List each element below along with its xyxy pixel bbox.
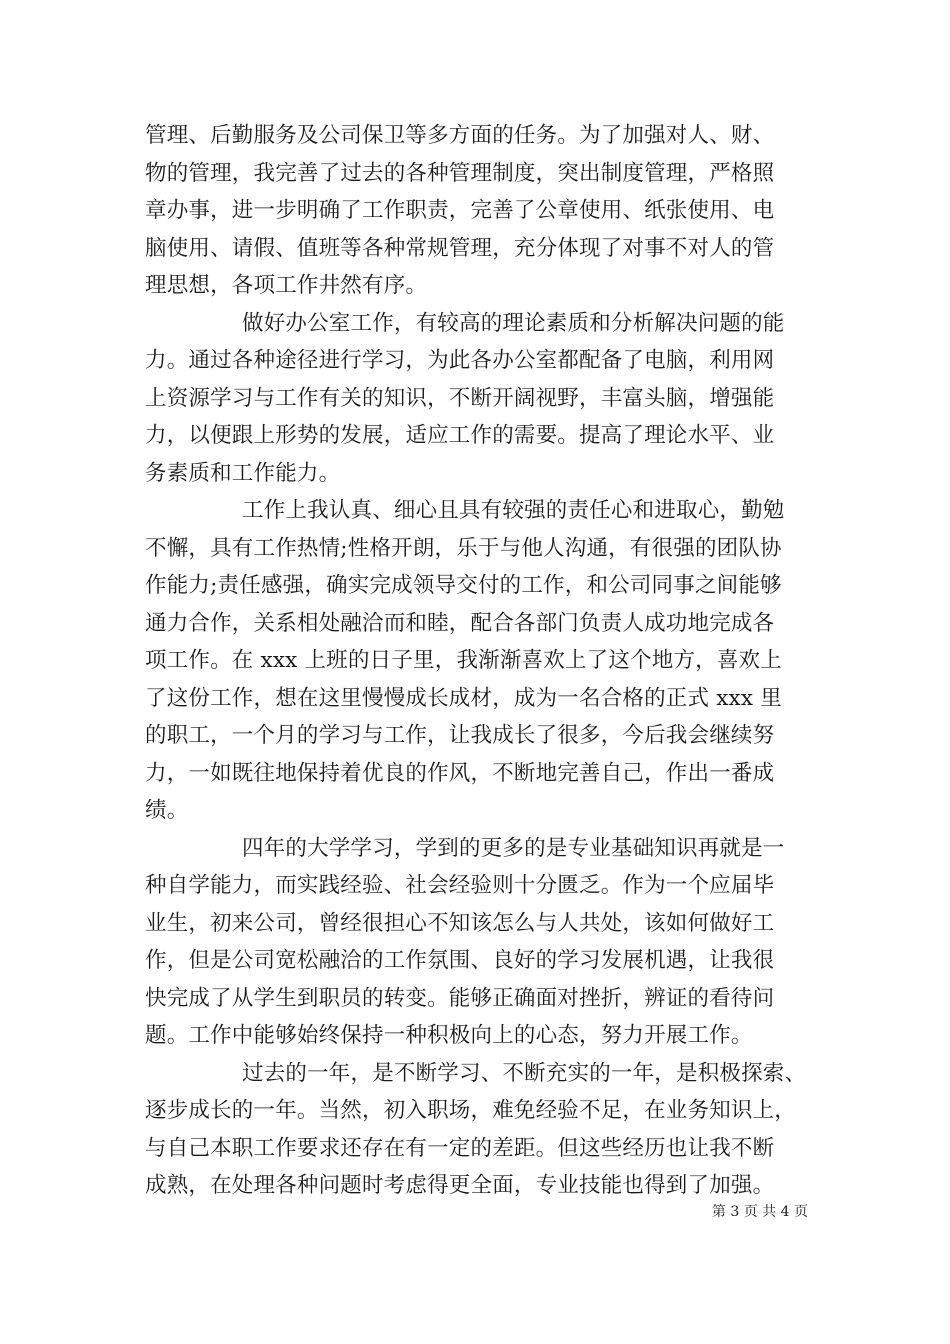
text-line: 力，一如既往地保持着优良的作风，不断地完善自己，作出一番成 [145,761,775,786]
text-line: 题。工作中能够始终保持一种积极向上的心态，努力开展工作。 [145,1023,753,1048]
text-line: 绩。 [145,798,189,823]
text-line: 章办事，进一步明确了工作职责，完善了公章使用、纸张使用、电 [145,198,775,223]
text-line: 与自己本职工作要求还存在有一定的差距。但这些经历也让我不断 [145,1136,775,1161]
text-line: 上资源学习与工作有关的知识，不断开阔视野，丰富头脑，增强能 [145,386,775,411]
text-line: 了这份工作，想在这里慢慢成长成材，成为一名合格的正式 xxx 里 [145,686,782,711]
text-line: 力。通过各种途径进行学习，为此各办公室都配备了电脑，利用网 [145,348,775,373]
text-line: 作能力;责任感强，确实完成领导交付的工作，和公司同事之间能够 [145,573,782,598]
text-line: 理思想，各项工作井然有序。 [145,273,428,298]
text-line: 脑使用、请假、值班等各种常规管理，充分体现了对事不对人的管 [145,236,775,261]
page-number: 第 3 页 共 4 页 [711,1204,808,1220]
text-line: 务素质和工作能力。 [145,461,341,486]
text-line: 的职工，一个月的学习与工作，让我成长了很多，今后我会继续努 [145,723,775,748]
text-line: 成熟，在处理各种问题时考虑得更全面，专业技能也得到了加强。 [145,1173,775,1198]
text-line: 力，以便跟上形势的发展，适应工作的需要。提高了理论水平、业 [145,423,775,448]
text-line: 物的管理，我完善了过去的各种管理制度，突出制度管理，严格照 [145,161,775,186]
text-line: 不懈，具有工作热情;性格开朗，乐于与他人沟通，有很强的团队协 [145,536,782,561]
text-line: 逐步成长的一年。当然，初入职场，难免经验不足，在业务知识上， [145,1098,797,1123]
text-line: 项工作。在 xxx 上班的日子里，我渐渐喜欢上了这个地方，喜欢上 [145,648,782,673]
paragraph-start-line: 做好办公室工作，有较高的理论素质和分析解决问题的能 [242,311,785,336]
text-line: 通力合作，关系相处融洽而和睦，配合各部门负责人成功地完成各 [145,611,775,636]
text-line: 作，但是公司宽松融洽的工作氛围、良好的学习发展机遇，让我很 [145,948,775,973]
text-line: 业生，初来公司，曾经很担心不知该怎么与人共处，该如何做好工 [145,911,775,936]
text-line: 种自学能力，而实践经验、社会经验则十分匮乏。作为一个应届毕 [145,873,775,898]
paragraph-start-line: 过去的一年，是不断学习、不断充实的一年，是积极探索、 [242,1061,807,1086]
text-line: 快完成了从学生到职员的转变。能够正确面对挫折，辨证的看待问 [145,986,775,1011]
paragraph-start-line: 四年的大学学习，学到的更多的是专业基础知识再就是一 [242,836,785,861]
paragraph-start-line: 工作上我认真、细心且具有较强的责任心和进取心，勤勉 [242,498,785,523]
text-line: 管理、后勤服务及公司保卫等多方面的任务。为了加强对人、财、 [145,123,775,148]
